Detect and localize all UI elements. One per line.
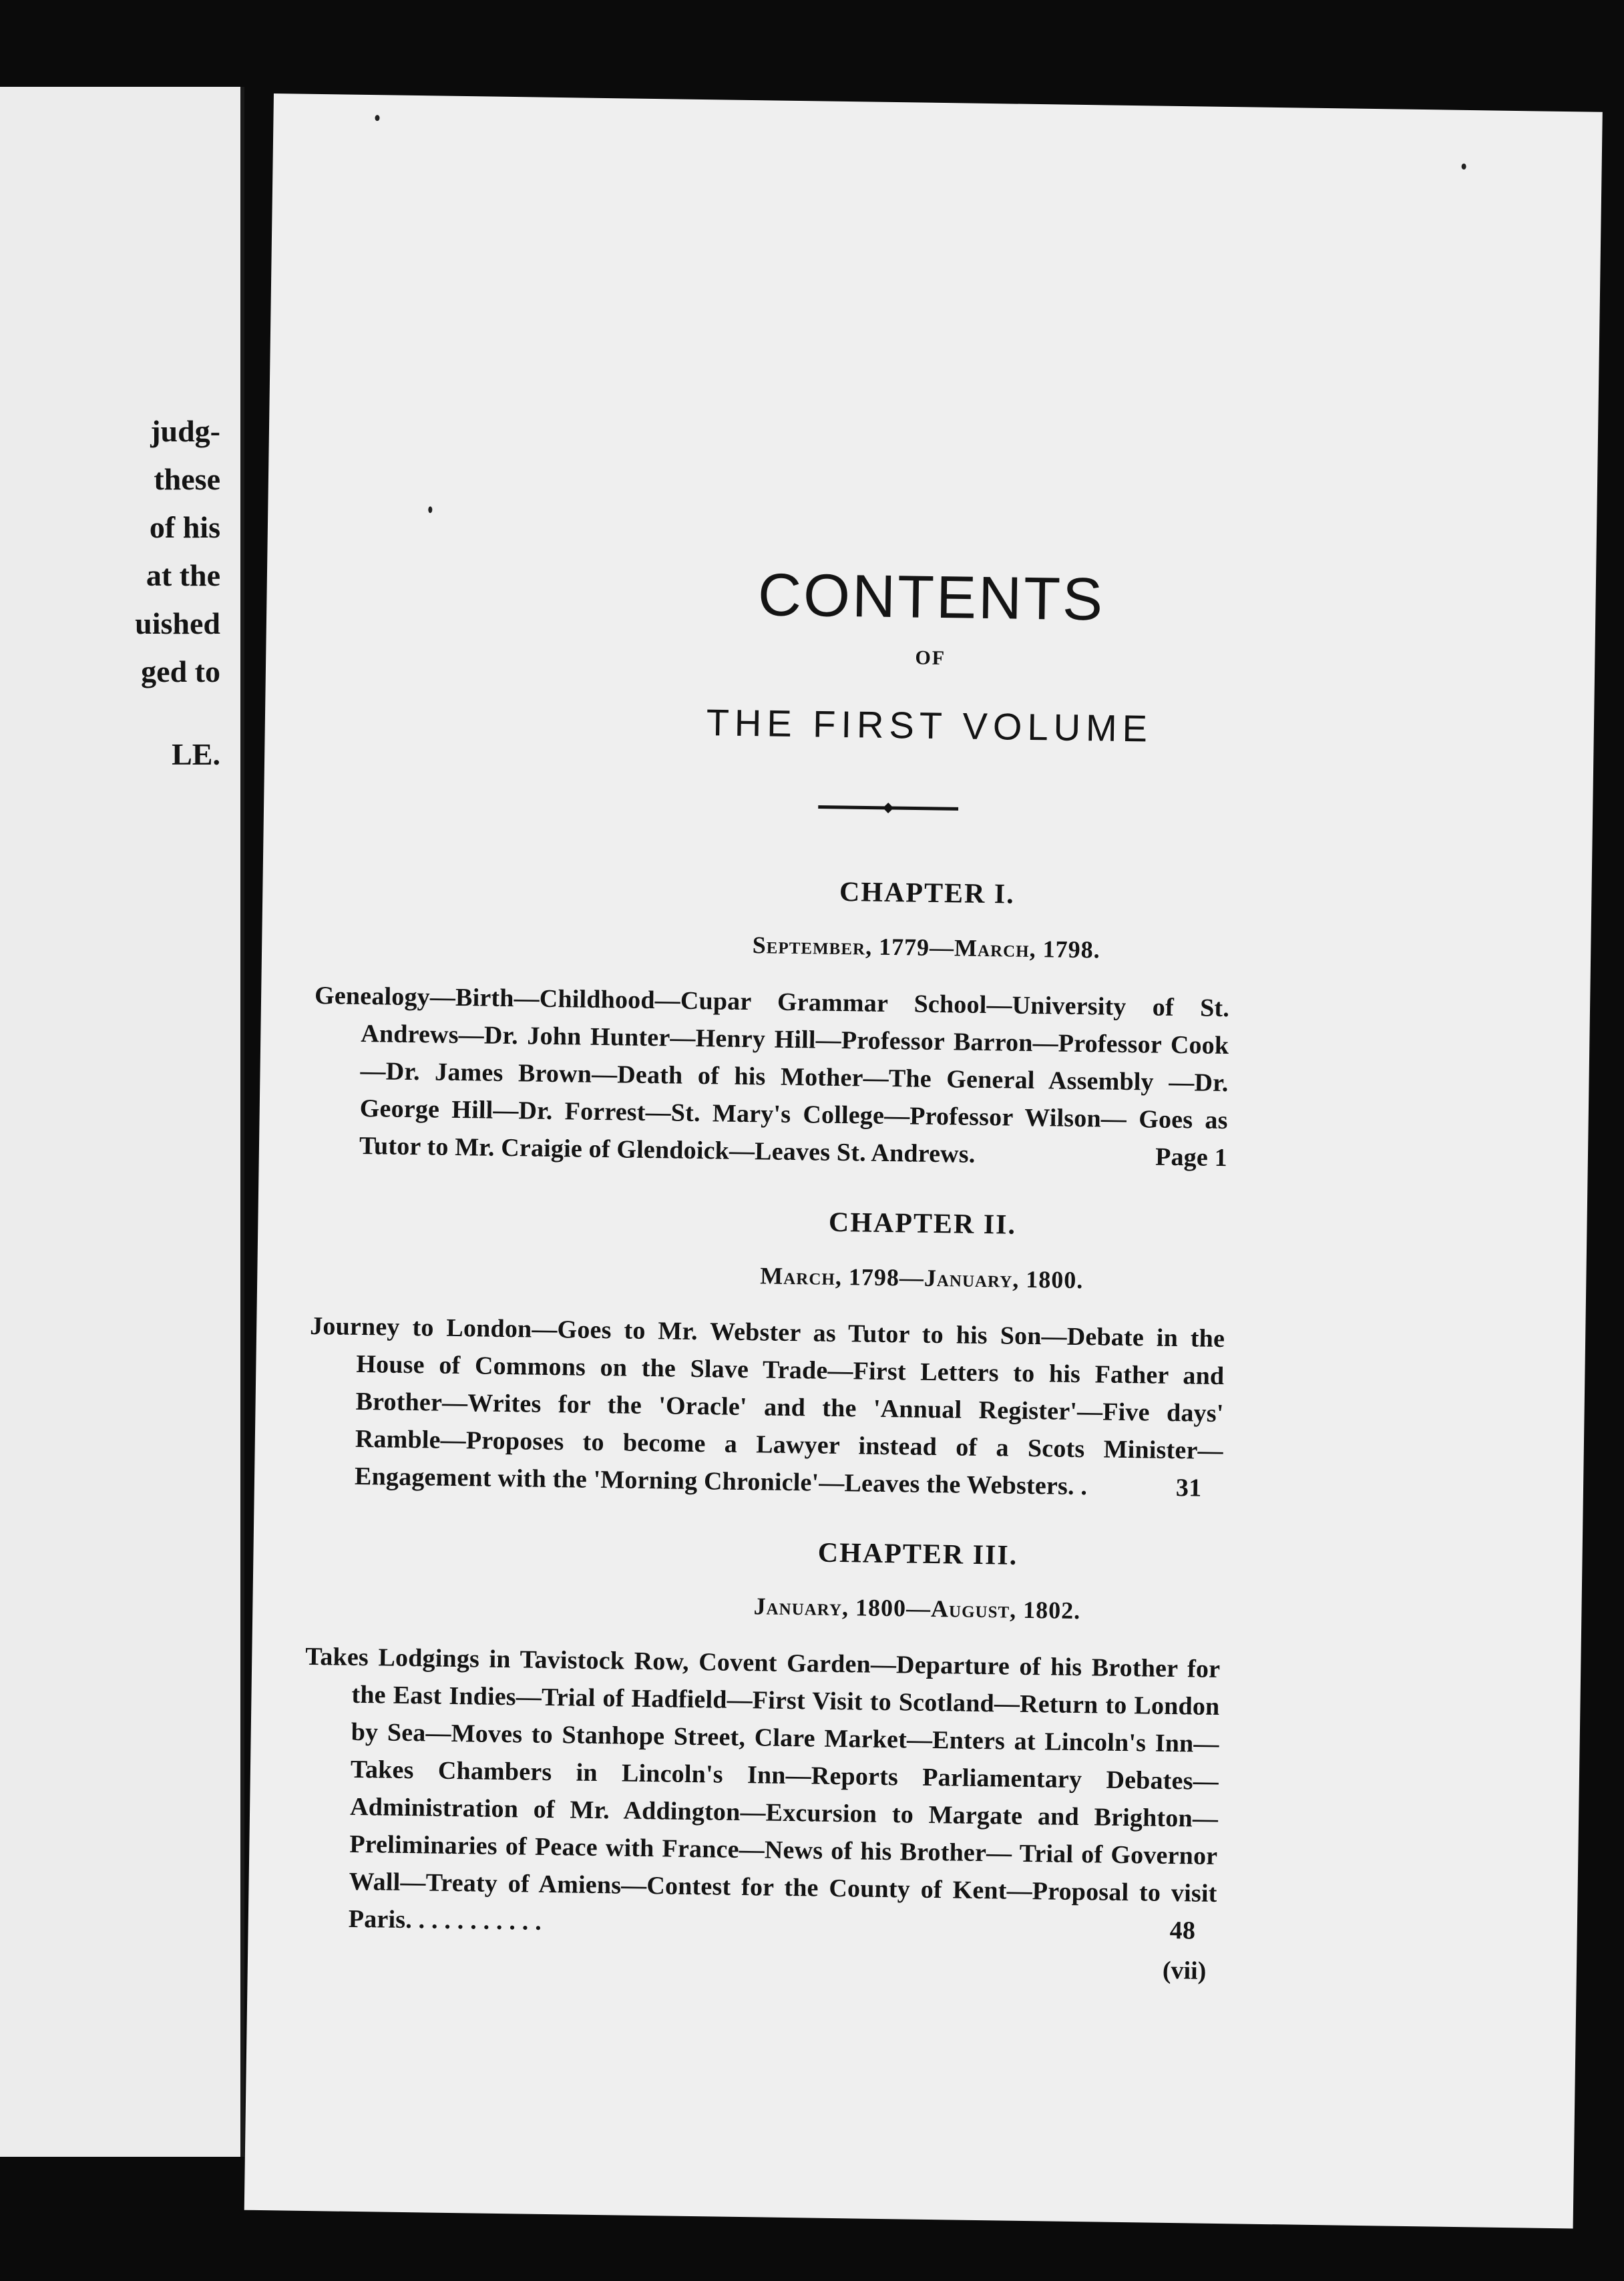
- facing-page: [0, 87, 244, 2157]
- ornament-rule: [818, 800, 958, 815]
- contents-page: [244, 93, 1603, 2228]
- volume-title: THE FIRST VOLUME: [706, 701, 1153, 750]
- date-from-month: March: [760, 1262, 836, 1290]
- speck: [428, 506, 432, 513]
- speck: [375, 115, 379, 121]
- chapter-entry: [259, 868, 1592, 1182]
- date-to-year: , 1798.: [1029, 935, 1100, 964]
- date-to-year: , 1800.: [1012, 1265, 1084, 1294]
- speck: [1462, 164, 1466, 170]
- date-to-year: , 1802.: [1009, 1596, 1081, 1625]
- chapter-summary: [259, 976, 1230, 1177]
- chapter-dates: [252, 1585, 1581, 1632]
- page-number: Page 1: [1155, 1143, 1228, 1173]
- chapter-dates: [257, 1255, 1586, 1301]
- chapter-summary: [254, 1307, 1225, 1507]
- page-number: 48: [1169, 1916, 1196, 1945]
- summary-text: Genealogy—Birth—Childhood—Cupar Grammar School—University of St. Andrews—Dr. John Hunter—Henry Hill—Professor Barron—Professor Cook—Dr. James Brown—Death of his Mother—The General Assembly —Dr. George Hill—Dr. Forrest—St. Mary's College—Professor Wilson— Goes as Tutor to Mr. Craigie of Glendoick—Leaves St. Andrews.: [314, 981, 1230, 1169]
- facing-line: of his: [149, 510, 220, 544]
- chapter-summary: [248, 1637, 1220, 1950]
- facing-signature: LE.: [172, 737, 220, 771]
- chapter-entry: [248, 1529, 1582, 1955]
- date-to-month: January: [924, 1264, 1013, 1293]
- page-number: 31: [1175, 1474, 1202, 1502]
- page-title: CONTENTS: [757, 562, 1105, 634]
- date-from-month: September: [752, 931, 866, 960]
- facing-line: ged to: [141, 654, 220, 688]
- facing-line: at the: [146, 558, 220, 592]
- date-to-month: March: [954, 934, 1030, 962]
- date-from-year: , 1800—: [841, 1594, 932, 1622]
- facing-line: these: [154, 462, 220, 496]
- chapter-title: CHAPTER III.: [817, 1537, 1018, 1571]
- facing-line: judg-: [150, 414, 220, 448]
- date-from-month: January: [753, 1593, 843, 1621]
- date-from-year: , 1798—: [835, 1263, 925, 1291]
- facing-page-text: [135, 407, 220, 779]
- date-from-year: , 1779—: [865, 933, 955, 962]
- facing-line: uished: [135, 606, 220, 640]
- folio-number: (vii): [1162, 1956, 1207, 1985]
- chapter-entry: [254, 1199, 1587, 1512]
- chapter-dates: [262, 924, 1591, 971]
- summary-text: Journey to London—Goes to Mr. Webster as Tutor to his Son—Debate in the House of Commons on the Slave Trade—First Letters to his Father and Brother—Writes for the 'Oracle' and the 'Annual Register'—Five days' Ramble—Proposes to become a Lawyer instead of a Scots Minister— Engagement with the 'Morning Chronicle'—Leaves the Websters. .: [309, 1311, 1225, 1501]
- date-to-month: August: [930, 1595, 1010, 1623]
- chapter-title: CHAPTER II.: [828, 1207, 1017, 1241]
- title-connector: OF: [915, 646, 946, 670]
- chapter-title: CHAPTER I.: [839, 876, 1016, 910]
- summary-text: Takes Lodgings in Tavistock Row, Covent Garden—Departure of his Brother for the East Indies—Trial of Hadfield—First Visit to Scotland—Return to London by Sea—Moves to Stanhope Street, Clare Market—Enters at Lincoln's Inn—Takes Chambers in Lincoln's Inn—Reports Parliamentary Debates—Administration of Mr. Addington—Excursion to Margate and Brighton—Preliminaries of Peace with France—News of his Brother— Trial of Governor Wall—Treaty of Amiens—Contest for the County of Kent—Proposal to visit Paris. . . . . . . . . . .: [305, 1642, 1221, 1936]
